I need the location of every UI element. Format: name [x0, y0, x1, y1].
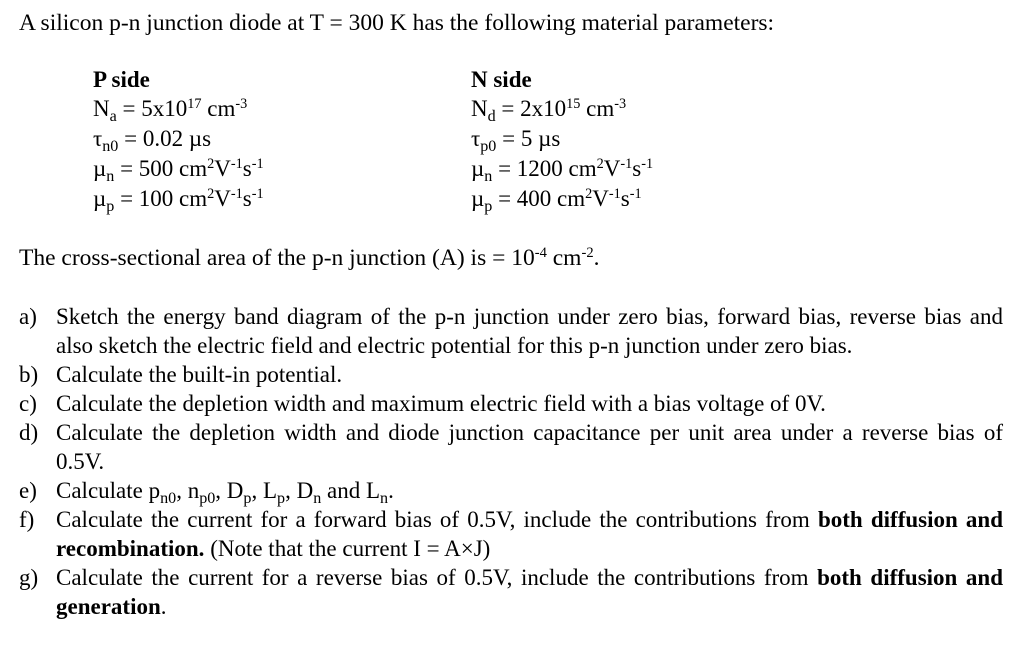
exponent: 15 — [566, 96, 581, 113]
value: = 500 cm — [114, 156, 208, 181]
value: = 400 cm — [492, 186, 586, 211]
p-side-parameters — [93, 66, 264, 214]
question-text: Calculate p — [56, 478, 161, 503]
n-doping-nd — [471, 94, 653, 124]
unit-s: s — [632, 156, 642, 181]
unit-s: s — [620, 186, 630, 211]
area-period: . — [593, 245, 600, 271]
exponent: 2 — [207, 156, 215, 173]
unit-v: V — [214, 156, 231, 181]
exponent: 2 — [207, 186, 215, 203]
n-mobility-mup — [471, 184, 653, 214]
question-text: Calculate the built-in potential. — [56, 362, 343, 387]
p-lifetime-tau-n0 — [93, 124, 264, 154]
unit-s: s — [242, 156, 252, 181]
exponent: 2 — [585, 186, 593, 203]
n-mobility-mun — [471, 154, 653, 184]
question-label: e) — [19, 478, 37, 503]
subscript: p — [484, 197, 493, 215]
question-text: Calculate the current for a forward bias of 0.5V, include the contributions from — [56, 507, 818, 532]
symbol: µ — [93, 186, 107, 211]
n-side-parameters — [471, 66, 653, 214]
question-label: f) — [19, 507, 35, 532]
symbol: µ — [471, 156, 485, 181]
subscript: p — [277, 489, 286, 507]
area-sentence: The cross-sectional area of the p-n junction (A) is = 10 — [19, 245, 535, 271]
unit-v: V — [214, 186, 231, 211]
n-lifetime-tau-p0 — [471, 124, 653, 154]
intro-text: A silicon p-n junction diode at T = 300 K has the following material parameters: — [19, 10, 775, 36]
exponent: 17 — [187, 96, 202, 113]
unit: cm — [580, 96, 615, 121]
question-label: g) — [19, 565, 39, 590]
value: = 1200 cm — [492, 156, 597, 181]
question-text: Calculate the current for a reverse bias of 0.5V, include the contributions from — [56, 565, 818, 590]
symbol: N — [471, 96, 488, 121]
area-unit-exponent: -2 — [581, 245, 594, 261]
value: = 2x10 — [495, 96, 567, 121]
unit-exponent: -3 — [614, 96, 627, 113]
exponent: -1 — [629, 186, 642, 203]
symbol: µ — [471, 186, 485, 211]
question-d — [19, 418, 1003, 476]
exponent: -1 — [251, 156, 264, 173]
area-unit: cm — [546, 245, 582, 271]
question-emphasis: both diffusion and generation — [56, 565, 1003, 619]
question-note: (Note that the current I = A×J) — [204, 536, 491, 561]
question-label: c) — [19, 391, 37, 416]
subscript: p0 — [199, 489, 216, 507]
subscript: d — [487, 107, 496, 125]
junction-area-text — [19, 243, 599, 273]
area-exponent: -4 — [534, 245, 547, 261]
question-emphasis: both diffusion and recombination. — [56, 507, 1003, 561]
question-text: , D — [285, 478, 314, 503]
question-text: Calculate the depletion width and maximum electric field with a bias voltage of 0V. — [56, 391, 826, 416]
question-text: . — [388, 478, 394, 503]
subscript: p0 — [480, 137, 497, 155]
unit-v: V — [592, 186, 609, 211]
question-text: and L — [321, 478, 381, 503]
p-mobility-mun — [93, 154, 264, 184]
question-text: , L — [251, 478, 278, 503]
value: = 5x10 — [116, 96, 188, 121]
p-doping-na — [93, 94, 264, 124]
subscript: n — [484, 167, 493, 185]
subscript: n0 — [102, 137, 119, 155]
p-side-heading: P side — [93, 67, 150, 92]
n-side-heading: N side — [471, 67, 532, 92]
value: = 5 µs — [496, 126, 561, 151]
symbol: µ — [93, 156, 107, 181]
question-g — [19, 563, 1003, 621]
subscript: p — [243, 489, 252, 507]
symbol: τ — [93, 126, 103, 151]
exponent: -1 — [251, 186, 264, 203]
question-f — [19, 505, 1003, 563]
unit-v: V — [603, 156, 621, 181]
question-text: , n — [176, 478, 200, 503]
question-b — [19, 360, 1003, 389]
unit-s: s — [242, 186, 252, 211]
question-list — [19, 302, 1003, 621]
question-text: Sketch the energy band diagram of the p-n junction under zero bias, forward bias, reverse bias and also sketch the electric field and electric potential for this p-n junction under zero bias. — [56, 304, 1003, 358]
value: = 0.02 µs — [118, 126, 212, 151]
symbol: N — [93, 96, 110, 121]
unit: cm — [201, 96, 236, 121]
question-e — [19, 476, 1003, 505]
question-label: d) — [19, 420, 39, 445]
value: = 100 cm — [114, 186, 208, 211]
question-a — [19, 302, 1003, 360]
question-text: . — [160, 594, 167, 619]
question-label: b) — [19, 362, 39, 387]
unit-exponent: -3 — [235, 96, 248, 113]
p-mobility-mup — [93, 184, 264, 214]
subscript: n0 — [160, 489, 177, 507]
exponent: -1 — [620, 156, 633, 173]
subscript: n — [313, 489, 322, 507]
subscript: n — [106, 167, 115, 185]
symbol: τ — [471, 126, 481, 151]
exponent: -1 — [230, 156, 243, 173]
subscript: p — [106, 197, 115, 215]
subscript: n — [380, 489, 389, 507]
question-label: a) — [19, 304, 37, 329]
question-c — [19, 389, 1003, 418]
question-text: Calculate the depletion width and diode junction capacitance per unit area under a reverse bias of 0.5V. — [56, 420, 1003, 474]
exponent: -1 — [608, 186, 621, 203]
question-text: , D — [215, 478, 244, 503]
exponent: 2 — [596, 156, 604, 173]
exponent: -1 — [230, 186, 243, 203]
exponent: -1 — [641, 156, 654, 173]
subscript: a — [109, 107, 117, 125]
